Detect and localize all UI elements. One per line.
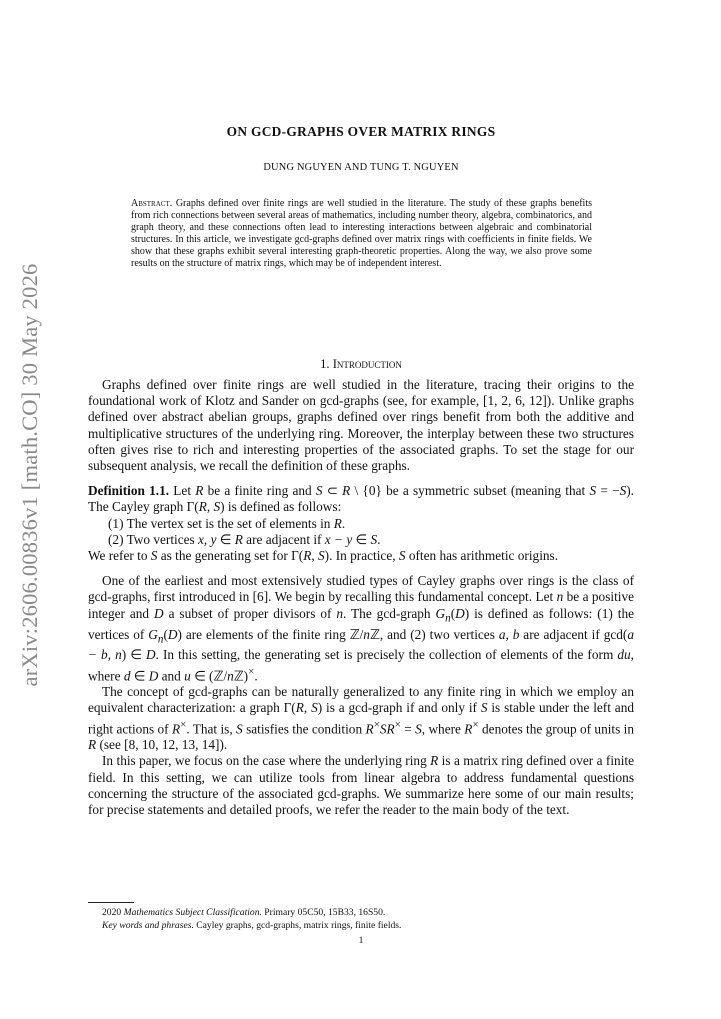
footnote-rule xyxy=(88,902,134,903)
math-symbol: R xyxy=(342,483,351,499)
text: = − xyxy=(596,483,620,499)
text: . xyxy=(377,531,381,547)
math-symbol: G xyxy=(435,605,446,621)
text: be a positive integer and xyxy=(88,589,635,621)
text: ( xyxy=(163,626,168,642)
math-symbol: R xyxy=(198,499,207,515)
math-symbol: du xyxy=(617,647,631,663)
footnote-keywords xyxy=(102,919,634,932)
text: ℤ, and (2) two vertices xyxy=(369,626,499,642)
abstract-text: Graphs defined over finite rings are well studied in the literature. The study of these graphs benefits from rich connections between several areas of mathematics, including number theory, algebra, combinatorics, and graph theory, and these connections often lead to interesting interactions between algebraic and combinatorial structures. In this article, we investigate gcd-graphs defined over matrix rings with coefficients in finite fields. We show that these graphs exhibit several interesting graph-theoretic properties. Along the way, we also prove some results on the structure of matrix rings, which may be of independent interest. xyxy=(131,198,592,270)
text: satisfies the condition xyxy=(242,721,366,737)
math-symbol: x, y xyxy=(198,531,217,547)
text: ( xyxy=(450,605,456,621)
math-symbol: R xyxy=(303,548,312,564)
text: ) are elements of the finite ring ℤ/ xyxy=(177,626,364,642)
text: (see [8, 10, 12, 13, 14]). xyxy=(96,737,228,753)
math-symbol: S xyxy=(150,548,158,564)
text: are adjacent if xyxy=(242,531,325,547)
paragraph-generalization xyxy=(88,684,634,753)
text: We refer to xyxy=(88,548,151,564)
text: . xyxy=(254,667,258,683)
footnote-label: Mathematics Subject Classification. xyxy=(123,907,262,918)
text: Let xyxy=(169,483,196,499)
math-subscript: n xyxy=(445,612,451,625)
text: 2020 xyxy=(102,907,124,918)
math-superscript: × xyxy=(248,665,255,678)
definition-list xyxy=(88,516,634,548)
text: ) ∈ xyxy=(121,647,146,663)
text: is a matrix ring defined over a finite field. In this setting, we can utilize tools from linear algebra to address fundamental questions concerning the structure of the associated gcd-graphs. We summarize here some of our main results; for precise statements and detailed proofs, we refer the reader to the main body of the text. xyxy=(88,753,634,818)
math-superscript: × xyxy=(373,718,380,731)
text: . xyxy=(341,515,346,531)
abstract-label: Abstract. xyxy=(131,198,173,209)
math-symbol: n xyxy=(336,605,344,621)
math-subscript: n xyxy=(157,633,164,646)
math-symbol: S xyxy=(398,548,406,564)
math-superscript: × xyxy=(180,718,187,731)
section-heading xyxy=(88,357,634,372)
math-symbol: D xyxy=(145,647,156,663)
paper-title: ON GCD-GRAPHS OVER MATRIX RINGS xyxy=(226,124,496,139)
text: , xyxy=(311,548,319,564)
text: ). The Cayley graph Γ( xyxy=(88,483,634,515)
text: , where xyxy=(421,721,465,737)
math-symbol: D xyxy=(148,667,159,683)
math-symbol: G xyxy=(148,626,158,642)
definition-1-1 xyxy=(88,483,634,515)
text: , xyxy=(303,700,312,716)
section-number: 1. xyxy=(320,357,330,371)
arxiv-identifier xyxy=(10,263,50,687)
text: ∈ xyxy=(130,667,149,683)
abstract xyxy=(131,198,592,271)
text: a subset of proper divisors of xyxy=(163,605,337,621)
text: . That is, xyxy=(186,721,237,737)
text: \ {0} be a symmetric subset (meaning that xyxy=(350,483,590,499)
math-symbol: S xyxy=(236,721,243,737)
arxiv-identifier-text: arXiv:2606.00836v1 [math.CO] 30 May 2026 xyxy=(17,263,42,687)
text: ∈ xyxy=(216,531,235,547)
paper-authors: DUNG NGUYEN AND TUNG T. NGUYEN xyxy=(263,162,459,173)
text: be a finite ring and xyxy=(203,483,316,499)
math-symbol: R xyxy=(234,531,243,547)
paragraph-this-paper xyxy=(88,753,634,818)
text: ) is a gcd-graph if and only if xyxy=(317,700,481,716)
definition-label: Definition 1.1. xyxy=(88,483,170,499)
math-symbol: S xyxy=(370,531,378,547)
math-symbol: u xyxy=(184,667,191,683)
text: One of the earliest and most extensively studied types of Cayley graphs over rings is the class of gcd-graphs, first introduced in [6]. We begin by recalling this fundamental concept. Let xyxy=(88,573,634,605)
math-symbol: SR xyxy=(379,721,395,737)
text: ) is defined as follows: xyxy=(220,499,342,515)
text: . The gcd-graph xyxy=(343,605,436,621)
text: Primary 05C50, 15B33, 16S50. xyxy=(261,907,386,918)
list-item xyxy=(88,532,634,548)
text: . In this setting, the generating set is precisely the collection of elements of the form xyxy=(155,647,618,663)
text: Cayley graphs, gcd-graphs, matrix rings, finite fields. xyxy=(193,920,402,931)
math-symbol: R xyxy=(295,700,304,716)
text: as the generating set for Γ( xyxy=(157,548,304,564)
text: ℤ) xyxy=(233,667,249,683)
footnote-label: Key words and phrases. xyxy=(102,920,194,931)
math-symbol: x − y xyxy=(324,531,353,547)
math-superscript: × xyxy=(472,718,479,731)
text: The concept of gcd-graphs can be naturally generalized to any finite ring in which we employ an equivalent characterization: a graph Γ( xyxy=(88,684,634,716)
text: denotes the group of units in xyxy=(478,721,635,737)
math-symbol: R xyxy=(365,721,374,737)
math-symbol: d xyxy=(123,667,131,683)
text: are adjacent if gcd( xyxy=(519,626,628,642)
text: , where xyxy=(88,647,634,683)
text: ∈ (ℤ/ xyxy=(190,667,228,683)
section-title: Introduction xyxy=(332,357,402,371)
text: ). In practice, xyxy=(324,548,399,564)
text: and xyxy=(158,667,185,683)
text: is stable under the left and right actions of xyxy=(88,700,634,737)
math-symbol: D xyxy=(154,605,164,621)
math-symbol: R xyxy=(195,483,204,499)
math-symbol: n xyxy=(363,626,370,642)
paragraph-gcd-graphs xyxy=(88,573,634,684)
math-symbol: S xyxy=(311,700,318,716)
math-symbol: D xyxy=(167,626,178,642)
math-symbol: S xyxy=(589,483,597,499)
math-superscript: × xyxy=(394,718,401,731)
math-symbol: R xyxy=(88,737,97,753)
math-symbol: R xyxy=(333,515,342,531)
math-symbol: S xyxy=(213,499,221,515)
list-item xyxy=(88,516,634,532)
math-symbol: a, b xyxy=(498,626,520,642)
math-symbol: S xyxy=(619,483,627,499)
math-symbol: S xyxy=(315,483,323,499)
text: ) is defined as follows: (1) the vertices of xyxy=(88,605,634,642)
text: often has arithmetic origins. xyxy=(405,548,559,564)
math-symbol: n xyxy=(556,589,564,605)
math-symbol: S xyxy=(318,548,325,564)
page-number: 1 xyxy=(358,935,364,946)
text: ⊂ xyxy=(322,483,343,499)
paragraph-generating-set xyxy=(88,548,634,564)
body-text xyxy=(88,377,634,818)
text: (2) Two vertices xyxy=(108,531,199,547)
math-symbol: S xyxy=(480,700,488,716)
text: In this paper, we focus on the case where the underlying ring xyxy=(102,753,431,769)
text: (1) The vertex set is the set of elements in xyxy=(108,515,334,531)
paragraph-intro: Graphs defined over finite rings are well studied in the literature, tracing their origins to the foundational work of Klotz and Sander on gcd-graphs (see, for example, [1, 2, 6, 12]). Unlike graphs defined over abstract abelian groups, graphs defined over rings benefit from both the additive and multiplicative structures of the underlying ring. Moreover, the interplay between these two structures often gives rise to rich and interesting properties of the associated graphs. To set the stage for our subsequent analysis, we recall the definition of these graphs. xyxy=(88,377,634,474)
footnotes xyxy=(102,906,634,932)
math-symbol: D xyxy=(455,605,465,621)
math-symbol: n xyxy=(227,667,234,683)
math-symbol: a − b, n xyxy=(88,626,635,663)
footnote-msc xyxy=(102,906,634,919)
math-symbol: R xyxy=(171,721,181,737)
math-symbol: R xyxy=(430,753,439,769)
text: , xyxy=(206,499,214,515)
math-symbol: S xyxy=(415,721,422,737)
text: = xyxy=(400,721,416,737)
math-symbol: R xyxy=(464,721,473,737)
text: ∈ xyxy=(352,531,371,547)
